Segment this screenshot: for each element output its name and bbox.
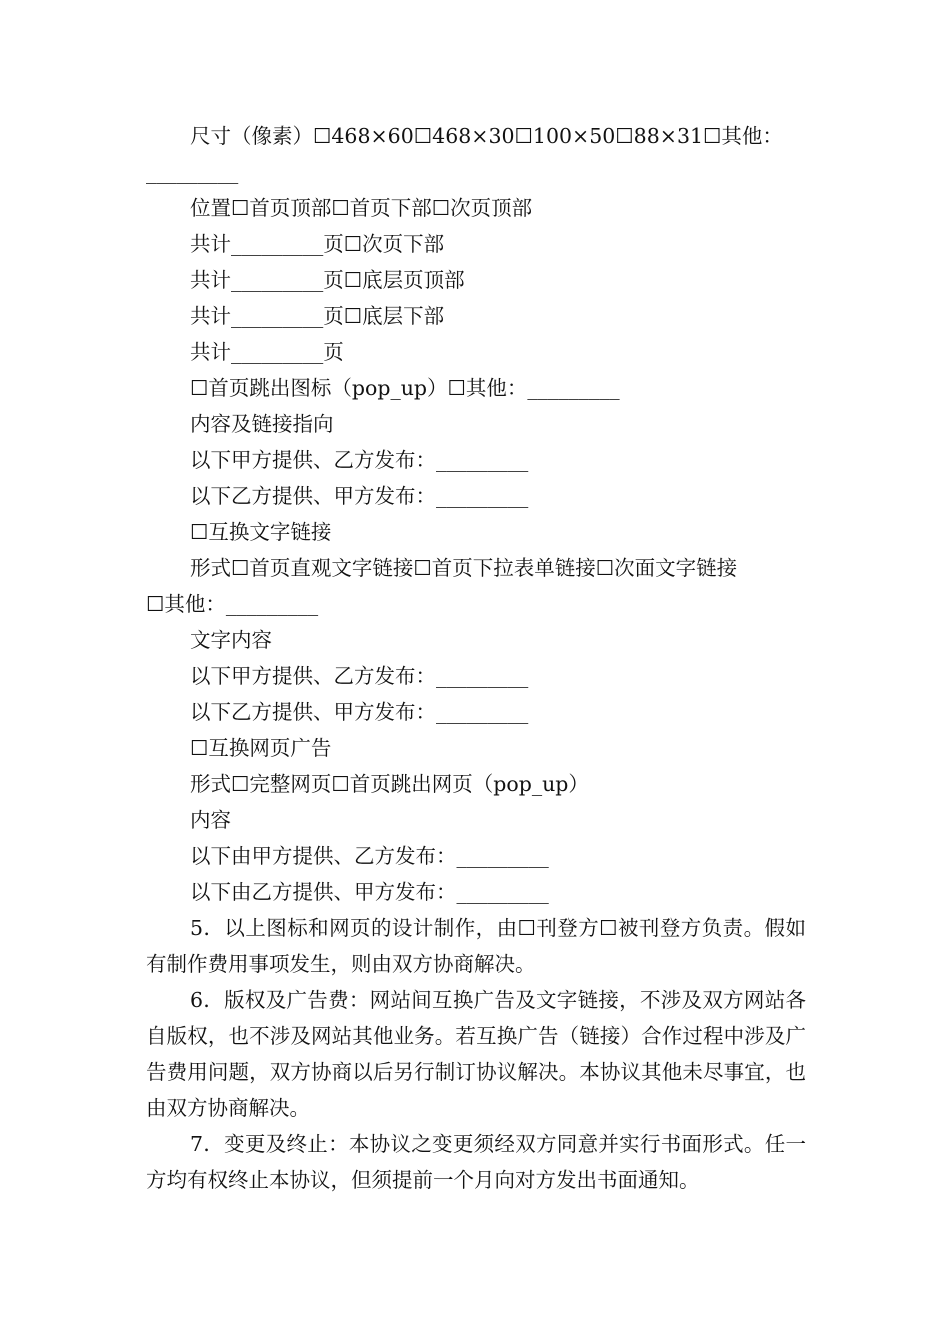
- text-content-heading: 文字内容: [190, 628, 272, 652]
- position-options-line: 位置☐首页顶部☐首页下部☐次页顶部: [190, 196, 533, 220]
- total-pages-line-1: 共计_________页☐次页下部: [190, 232, 445, 256]
- text-link-exchange-heading: ☐互换文字链接: [190, 520, 332, 544]
- total-pages-line-2: 共计_________页☐底层页顶部: [190, 268, 465, 292]
- party-a-provides-line-2: 以下甲方提供、乙方发布：_________: [190, 664, 529, 688]
- content-heading: 内容: [190, 808, 231, 832]
- party-b-provides-line-1: 以下乙方提供、甲方发布：_________: [190, 484, 529, 508]
- size-options-line: 尺寸（像素）☐468×60☐468×30☐100×50☐88×31☐其他：: [190, 124, 783, 148]
- total-pages-line-3: 共计_________页☐底层下部: [190, 304, 445, 328]
- clause-6-paragraph: 6．版权及广告费：网站间互换广告及文字链接，不涉及双方网站各自版权，也不涉及网站其他业务。若互换广告（链接）合作过程中涉及广告费用问题，双方协商以后另行制订协议解决。本协议其他未尽事宜，也由双方协商解决。: [146, 988, 806, 1120]
- total-pages-line-4: 共计_________页: [190, 340, 344, 364]
- clause-7-paragraph: 7．变更及终止：本协议之变更须经双方同意并实行书面形式。任一方均有权终止本协议，但须提前一个月向对方发出书面通知。: [146, 1132, 806, 1192]
- party-b-provides-line-3: 以下由乙方提供、甲方发布：_________: [190, 880, 549, 904]
- content-link-heading: 内容及链接指向: [190, 412, 334, 436]
- party-b-provides-line-2: 以下乙方提供、甲方发布：_________: [190, 700, 529, 724]
- document-body: [146, 118, 806, 1198]
- size-other-blank: _________: [146, 160, 239, 184]
- popup-icon-line: ☐首页跳出图标（pop_up）☐其他：_________: [190, 376, 620, 400]
- webpage-ad-form-line: 形式☐完整网页☐首页跳出网页（pop_up）: [190, 772, 589, 796]
- text-link-form-line: 形式☐首页直观文字链接☐首页下拉表单链接☐次面文字链接: [190, 556, 738, 580]
- party-a-provides-line-3: 以下由甲方提供、乙方发布：_________: [190, 844, 549, 868]
- clause-5-paragraph: 5．以上图标和网页的设计制作，由☐刊登方☐被刊登方负责。假如有制作费用事项发生，则由双方协商解决。: [146, 916, 806, 976]
- webpage-ad-exchange-heading: ☐互换网页广告: [190, 736, 332, 760]
- text-link-other-line: ☐其他：_________: [146, 592, 319, 616]
- party-a-provides-line-1: 以下甲方提供、乙方发布：_________: [190, 448, 529, 472]
